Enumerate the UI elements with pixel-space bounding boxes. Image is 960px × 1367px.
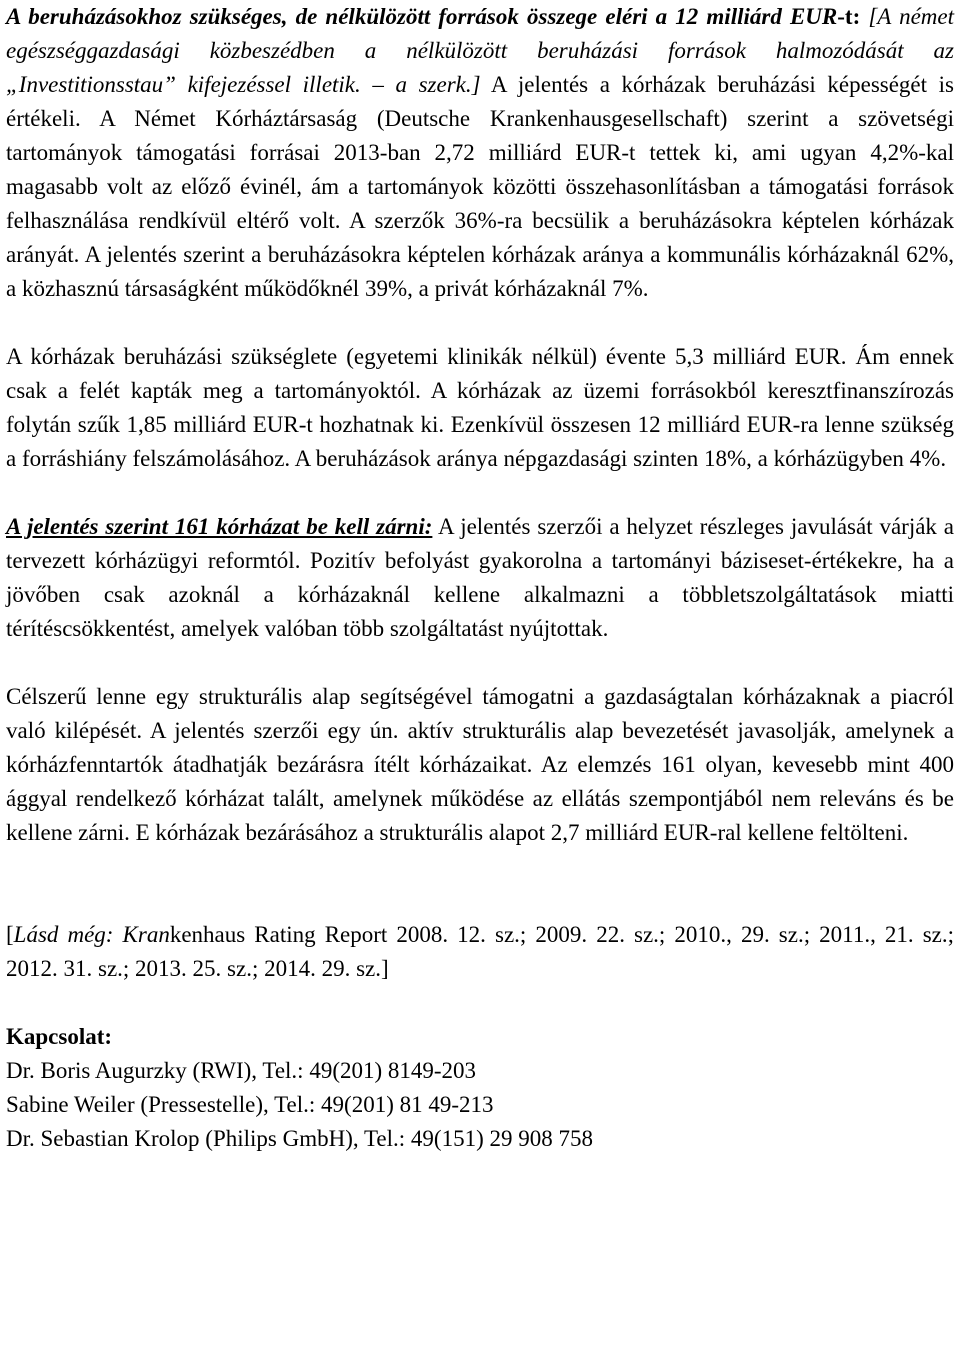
- paragraph-investment-lead-suffix: -t:: [837, 4, 861, 29]
- paragraph-needs: A kórházak beruházási szükséglete (egyetemi klinikák nélkül) évente 5,3 milliárd EUR. Ám ennek csak a felét kapták meg a tartományoktól. A kórházak az üzemi forrásokból keresztfinanszírozás folytán szűk 1,85 milliárd EUR-t hozhatnak ki. Ezenkívül összesen 12 milliárd EUR-ra lenne szükség a forráshiány felszámolásához. A beruházások aránya népgazdasági szinten 18%, a kórházügyben 4%.: [6, 344, 954, 471]
- reference-note: [6, 918, 954, 986]
- reference-italic: Lásd még: Kran: [13, 922, 170, 947]
- contact-line-weiler: Sabine Weiler (Pressestelle), Tel.: 49(201) 81 49-213: [6, 1092, 494, 1117]
- paragraph-investment: [6, 0, 954, 306]
- editor-note: [A német egészséggazdasági közbeszédben a nélkülözött beruházási források halmozódását az „Investitionsstau” kifejezéssel illetik. – a szerk.]: [6, 4, 954, 97]
- paragraph-structural-fund: Célszerű lenne egy strukturális alap segítségével támogatni a gazdaságtalan kórházaknak a piacról való kilépését. A jelentés szerzői egy ún. aktív strukturális alap bevezetését javasolják, amelynek a kórházfenntartók átadhatják bezárásra ítélt kórházaikat. Az elemzés 161 olyan, kevesebb mint 400 ággyal rendelkező kórházat talált, amelynek működése az ellátás szempontjából nem releváns és be kellene zárni. E kórházak bezárásához a strukturális alapot 2,7 milliárd EUR-ral kellene feltölteni.: [6, 684, 954, 845]
- reference-open-bracket: [: [6, 922, 14, 947]
- contact-line-krolop: Dr. Sebastian Krolop (Philips GmbH), Tel.: 49(151) 29 908 758: [6, 1126, 593, 1151]
- paragraph-closures-lead: A jelentés szerint 161 kórházat be kell zárni:: [6, 514, 433, 539]
- paragraph-investment-lead: A beruházásokhoz szükséges, de nélkülözött források összege eléri a 12 milliárd EUR: [6, 4, 838, 29]
- reference-list: kenhaus Rating Report 2008. 12. sz.; 2009. 22. sz.; 2010., 29. sz.; 2011., 21. sz.; 2012. 31. sz.; 2013. 25. sz.; 2014. 29. sz.]: [6, 922, 955, 981]
- contact-line-augurzky: Dr. Boris Augurzky (RWI), Tel.: 49(201) 8149-203: [6, 1058, 477, 1083]
- paragraph-closures: [6, 510, 954, 646]
- contact-block: [6, 1020, 954, 1156]
- paragraph-investment-body: A jelentés a kórházak beruházási képességét is értékeli. A Német Kórháztársaság (Deutsche Krankenhausgesellschaft) szerint a szövetségi tartományok támogatási forrásai 2013-ban 2,72 milliárd EUR-t tettek ki, ami ugyan 4,2%-kal magasabb volt az előző évinél, ám a tartományok közötti összehasonlításban a támogatási források felhasználása rendkívül eltérő volt. A szerzők 36%-ra becsülik a beruházásokra képtelen kórházak arányát. A jelentés szerint a beruházásokra képtelen kórházak aránya a kommunális kórházaknál 62%, a közhasznú társaságként működőknél 39%, a privát kórházaknál 7%.: [6, 72, 954, 301]
- contact-heading: Kapcsolat:: [6, 1024, 113, 1049]
- paragraph-closures-body: A jelentés szerzői a helyzet részleges javulását várják a tervezett kórházügyi reformtól. Pozitív befolyást gyakorolna a tartományi báziseset-értékekre, ha a jövőben csak azoknál a kórházaknál kellene alkalmazni a többletszolgáltatások miatti térítéscsökkentést, amelyek valóban több szolgáltatást nyújtottak.: [6, 514, 955, 641]
